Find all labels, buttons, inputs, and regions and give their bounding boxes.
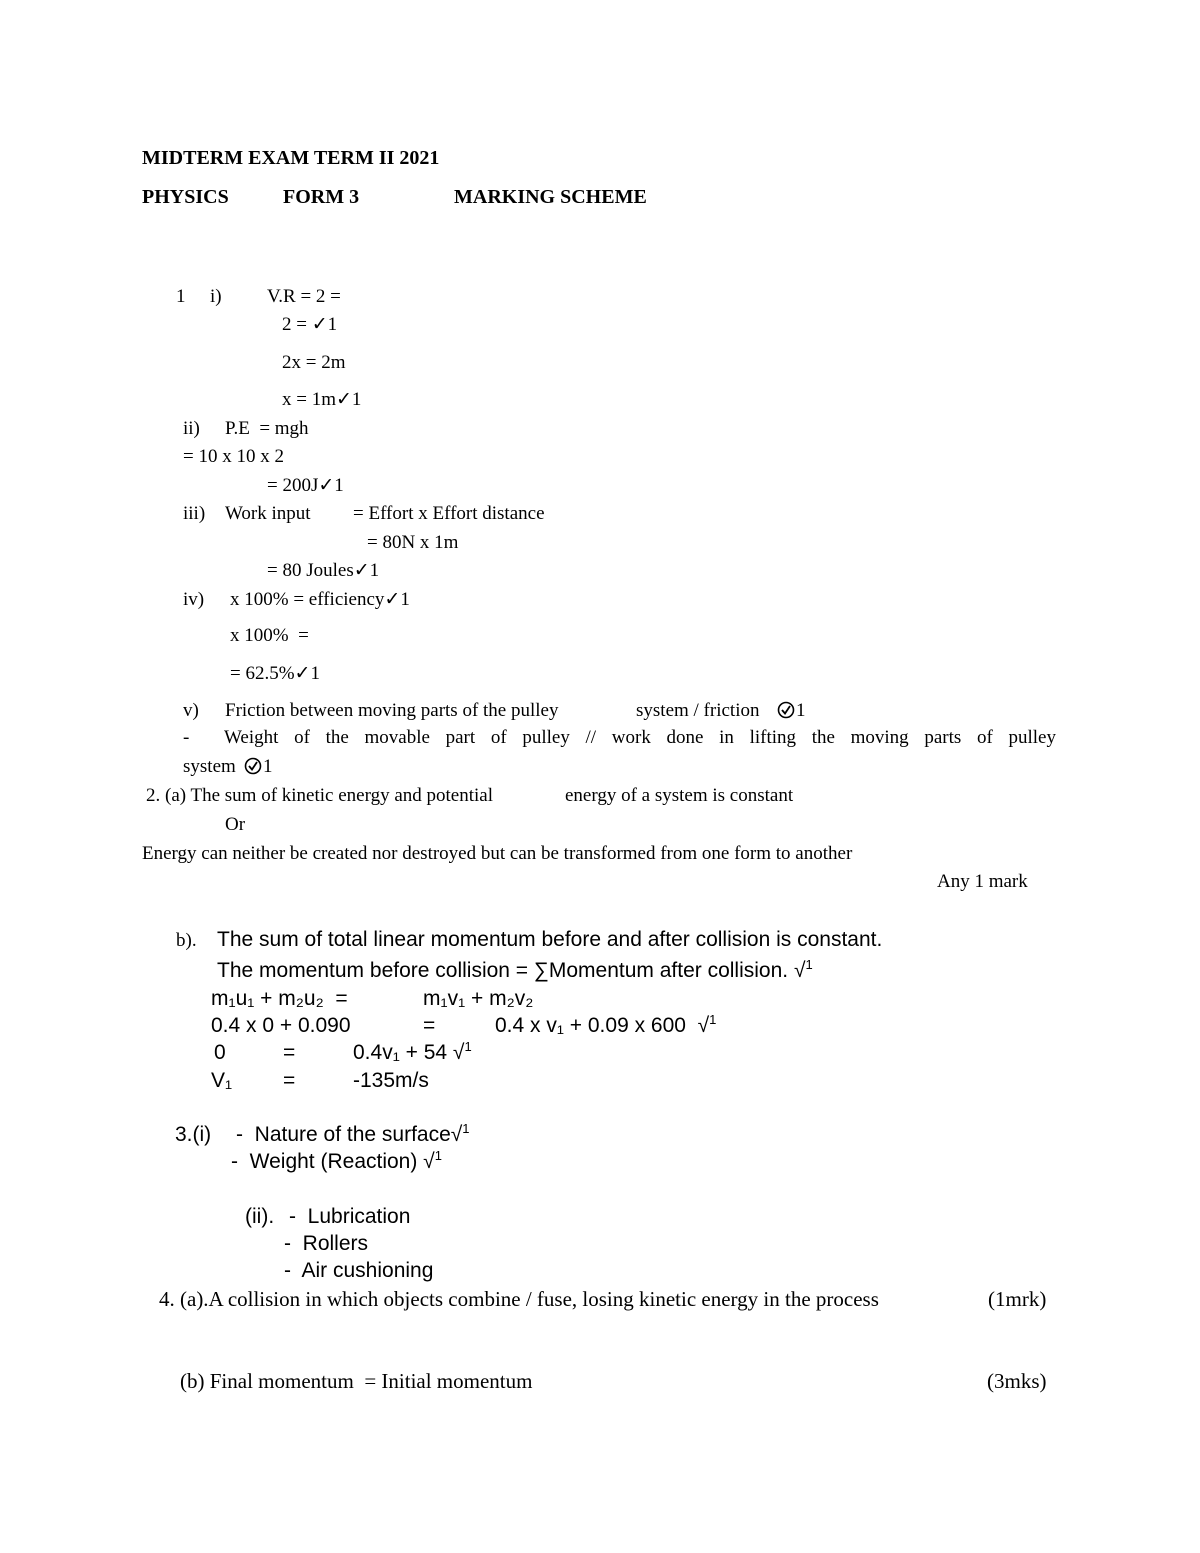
q2-eq2-lhs: 0.4 x 0 + 0.090: [211, 1014, 351, 1037]
q3-i-item2: - Weight (Reaction) √$^1$: [231, 1148, 442, 1173]
q1-iii-label: iii): [183, 503, 206, 524]
q2-or: Or: [225, 814, 246, 835]
q3-ii-item1: - Lubrication: [289, 1205, 411, 1228]
q2-eq1-rhs: m₁v₁ + m₂v₂: [423, 987, 534, 1010]
q1-dash-mark: 1: [263, 756, 273, 777]
q2-b-label: b).: [176, 930, 197, 951]
q1-i-line2: 2 = ✓1: [282, 314, 338, 335]
q1-ii-label: ii): [183, 418, 200, 439]
q2-eq4-eq: =: [283, 1069, 296, 1092]
q2-a-text1: 2. (a) The sum of kinetic energy and potential: [146, 785, 494, 806]
q1-iii-line1: = Effort x Effort distance: [353, 503, 545, 524]
q1-i-label: i): [210, 286, 222, 307]
q1-v-mark: 1: [796, 700, 806, 721]
q1-ii-line2: = 10 x 10 x 2: [183, 446, 284, 467]
q2-b-line1: The sum of total linear momentum before and after collision is constant.: [217, 928, 883, 951]
q1-v-text2: system / friction: [636, 700, 760, 721]
q2-a-text2: energy of a system is constant: [565, 785, 794, 806]
q1-dash-cont: system: [183, 756, 236, 777]
q4-b-text: (b) Final momentum = Initial momentum: [180, 1369, 533, 1393]
q2-eq1-lhs: m₁u₁ + m₂u₂ =: [211, 987, 348, 1010]
check-circle-icon: [777, 701, 795, 719]
q3-i-label: 3.(i): [175, 1123, 212, 1146]
q3-ii-item3: - Air cushioning: [284, 1259, 434, 1282]
q2-eq4-rhs: -135m/s: [353, 1069, 429, 1092]
q1-v-text1: Friction between moving parts of the pulley: [225, 700, 559, 721]
q1-iii-text: Work input: [225, 503, 311, 524]
q2-eq3-lhs: 0: [214, 1041, 226, 1064]
q1-i-line1: V.R = 2 =: [267, 286, 341, 307]
q1-ii-line3: = 200J✓1: [267, 475, 344, 496]
doc-type-label: MARKING SCHEME: [454, 186, 647, 208]
q1-iv-line2: x 100% =: [230, 625, 309, 646]
form-label: FORM 3: [283, 186, 360, 208]
q1-i-line4: x = 1m✓1: [282, 389, 362, 410]
q1-i-line3: 2x = 2m: [282, 352, 346, 373]
q1-v-label: v): [183, 700, 199, 721]
q2-eq4-lhs: V₁: [211, 1069, 233, 1092]
q3-i-item1: - Nature of the surface√$^1$: [236, 1121, 470, 1146]
q1-ii-line1: P.E = mgh: [225, 418, 309, 439]
q1-dash: -: [183, 727, 190, 748]
q3-ii-item2: - Rollers: [284, 1232, 369, 1255]
q4-b-marks: (3mks): [987, 1369, 1047, 1393]
q1-iv-label: iv): [183, 589, 205, 610]
q2-b-line2: The momentum before collision = ∑Momentum after collision. √$^1$: [217, 957, 813, 982]
q2-eq3-rhs: 0.4v₁ + 54 √$^1$: [353, 1039, 472, 1064]
q1-iii-line2: = 80N x 1m: [367, 532, 459, 553]
q2-eq2-eq: =: [423, 1014, 436, 1037]
q2-alt: Energy can neither be created nor destroyed but can be transformed from one form to another: [142, 843, 853, 864]
q4-a-marks: (1mrk): [988, 1287, 1047, 1311]
q1-iv-line1: x 100% = efficiency✓1: [230, 589, 410, 610]
q1-number: 1: [176, 286, 186, 307]
q3-ii-label: (ii).: [245, 1205, 275, 1228]
q4-a-text: 4. (a).A collision in which objects combine / fuse, losing kinetic energy in the process: [159, 1287, 879, 1311]
exam-title: MIDTERM EXAM TERM II 2021: [142, 147, 440, 169]
check-circle-icon: [244, 757, 262, 775]
q2-eq2-rhs: 0.4 x v₁ + 0.09 x 600 √$^1$: [495, 1012, 717, 1037]
q1-iv-line3: = 62.5%✓1: [230, 663, 320, 684]
subject-label: PHYSICS: [142, 186, 229, 208]
q2-eq3-eq: =: [283, 1041, 296, 1064]
q1-iii-line3: = 80 Joules✓1: [267, 560, 380, 581]
q2-any-mark: Any 1 mark: [937, 871, 1028, 892]
q1-dash-text: Weight of the movable part of pulley // work done in lifting the moving parts of pulley: [224, 727, 1056, 748]
